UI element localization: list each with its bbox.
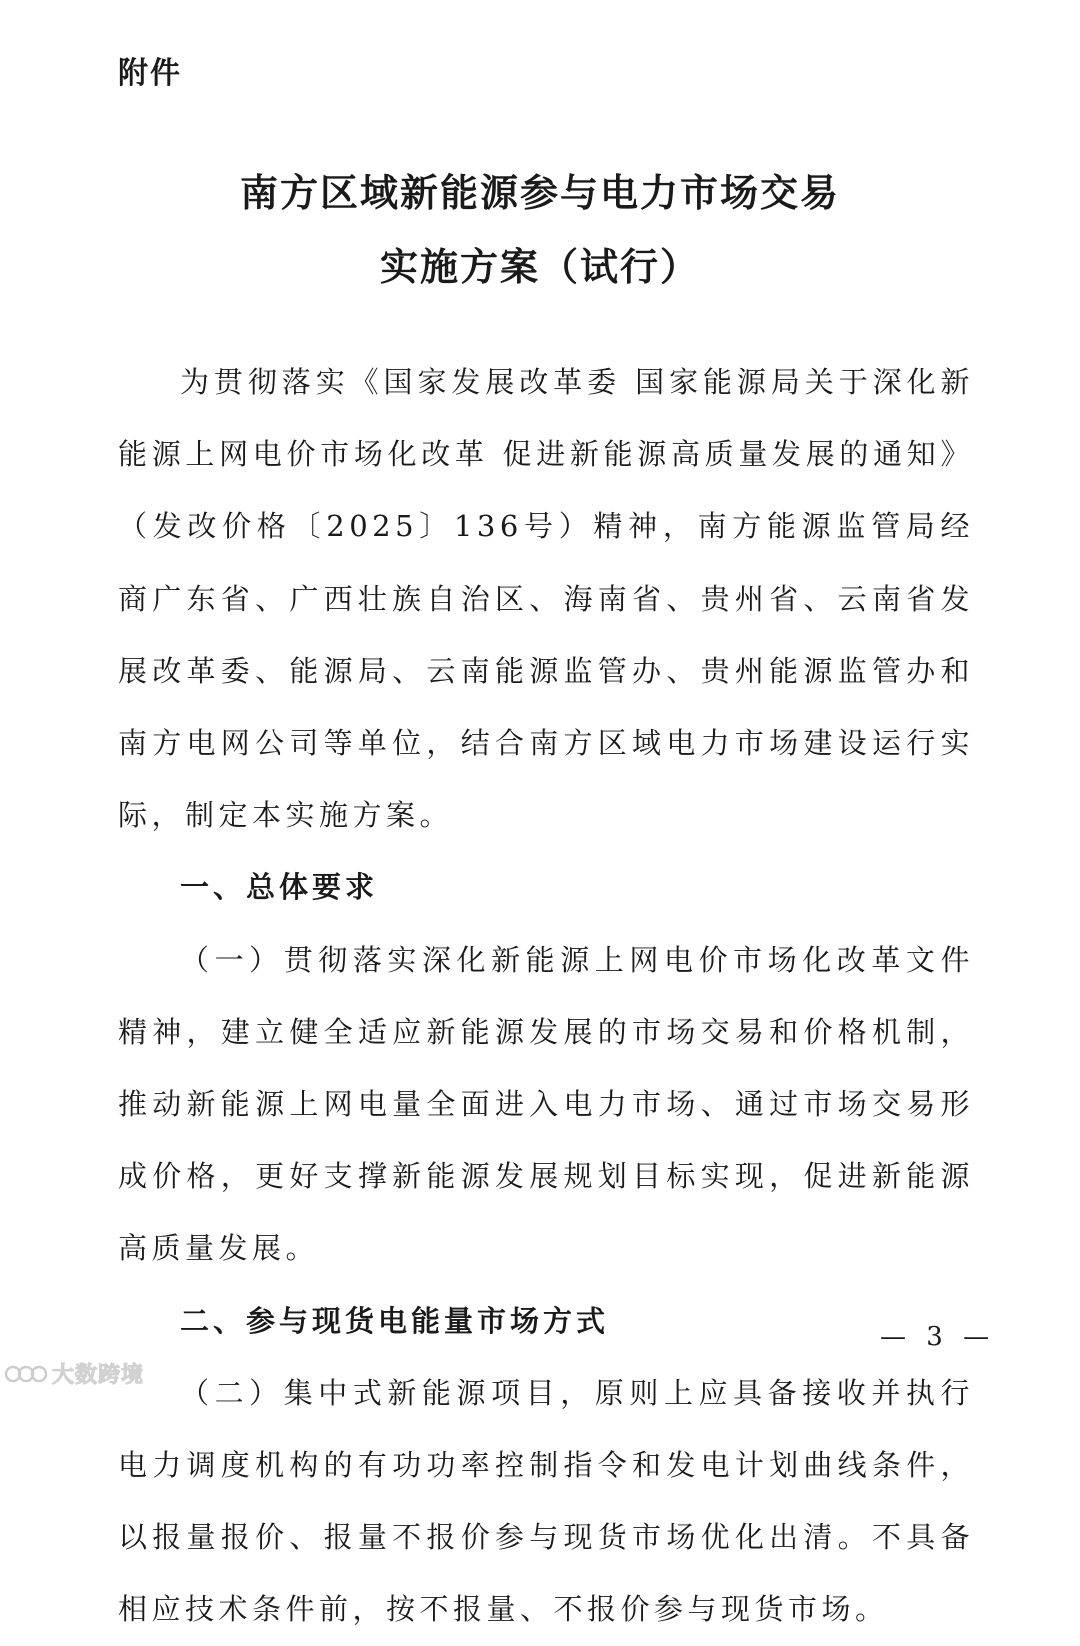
document-title-line-2: 实施方案（试行）	[379, 244, 700, 289]
section-heading-general-requirements: 一、总体要求	[180, 870, 379, 905]
attachment-label: 附件	[118, 56, 182, 91]
section-heading-spot-market: 二、参与现货电能量市场方式	[180, 1303, 610, 1338]
section2-paragraph-1: （二）集中式新能源项目，原则上应具备接收并执行电力调度机构的有功功率控制指令和发电计划曲线条件，以报量报价、报量不报价参与现货市场优化出清。不具备相应技术条件前，按不报量、不报价参与现货市场。	[118, 1375, 974, 1627]
document-title-line-1: 南方区域新能源参与电力市场交易	[239, 170, 840, 215]
watermark-text: 大数跨境	[52, 1363, 145, 1388]
page-number: — 3 —	[880, 1322, 996, 1352]
watermark	[4, 1358, 144, 1389]
watermark-logo-icon	[4, 1361, 48, 1387]
section1-paragraph-1: （一）贯彻落实深化新能源上网电价市场化改革文件精神，建立健全适应新能源发展的市场交易和价格机制，推动新能源上网电量全面进入电力市场、通过市场交易形成价格，更好支撑新能源发展规划目标实现，促进新能源高质量发展。	[118, 942, 974, 1266]
intro-paragraph: 为贯彻落实《国家发展改革委 国家能源局关于深化新能源上网电价市场化改革 促进新能源高质量发展的通知》（发改价格〔2025〕136号）精神，南方能源监管局经商广东省、广西壮族自治区、海南省、贵州省、云南省发展改革委、能源局、云南能源监管办、贵州能源监管办和南方电网公司等单位，结合南方区域电力市场建设运行实际，制定本实施方案。	[118, 365, 974, 833]
document-body	[118, 346, 974, 1646]
